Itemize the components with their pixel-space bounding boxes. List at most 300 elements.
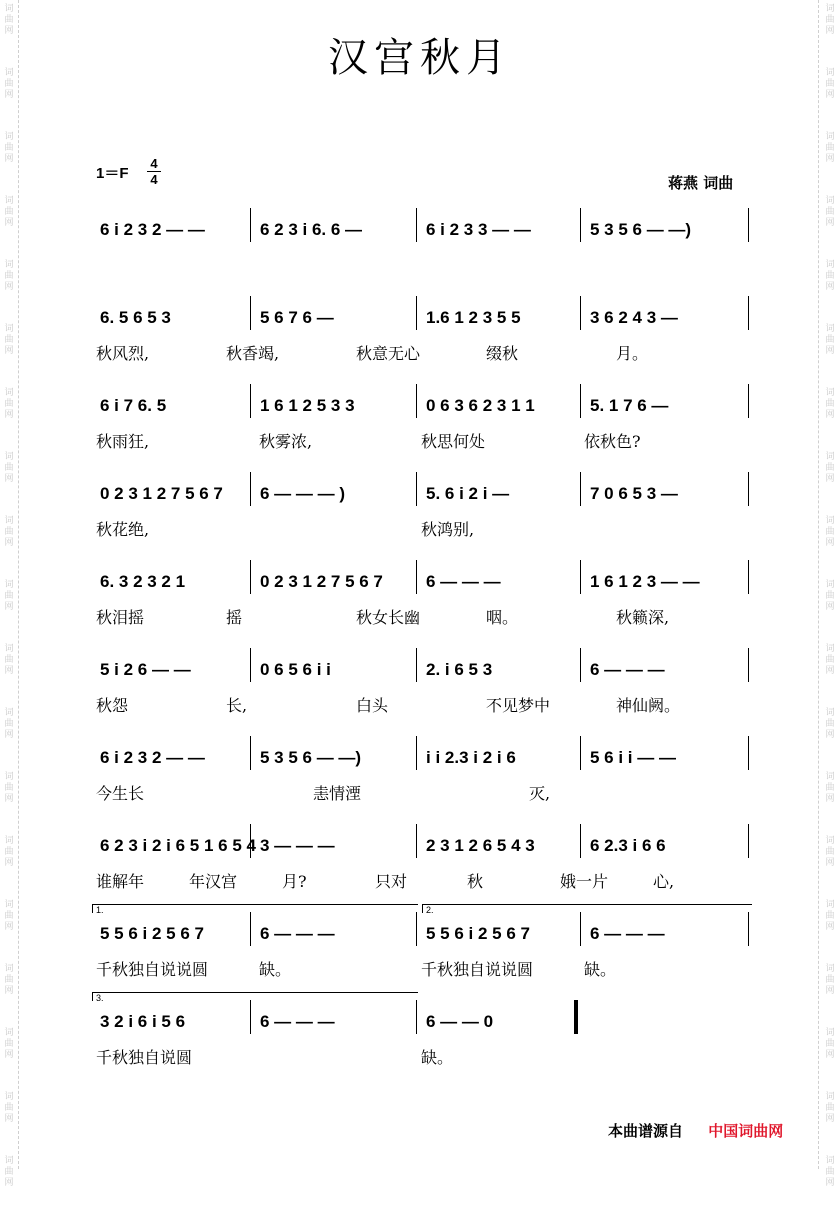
watermark-item (2, 384, 16, 448)
bar-line (250, 736, 251, 770)
watermark-item (823, 320, 837, 384)
song-title: 汉宫秋月 (328, 35, 512, 81)
lyrics-line (96, 782, 756, 806)
lyric-phrase: 恚情湮 (313, 784, 362, 803)
measure: 5. 6 i 2 i — (426, 484, 510, 503)
watermark-char: 曲 (825, 975, 835, 985)
lyrics-line (96, 1046, 756, 1070)
watermark-char: 网 (825, 602, 835, 612)
lyric-phrase: 秋香竭, (226, 344, 280, 363)
watermark-char: 曲 (825, 591, 835, 601)
watermark-item (2, 832, 16, 896)
watermark-char: 词 (825, 836, 835, 846)
watermark-item (2, 1088, 16, 1152)
watermark-char: 曲 (4, 1103, 14, 1113)
measure: 5 i 2 6 — — (100, 660, 191, 679)
lyric-phrase: 只对 (375, 872, 408, 891)
watermark-char: 曲 (4, 975, 14, 985)
watermark-char: 网 (4, 90, 14, 100)
footer-label: 本曲谱源自 (608, 1122, 684, 1140)
watermark-char: 词 (4, 324, 14, 334)
final-bar-line (574, 1000, 578, 1034)
measure: 5 3 5 6 — —) (590, 220, 692, 239)
notation-line (96, 392, 756, 420)
time-signature (147, 156, 161, 187)
measure: 0 6 3 6 2 3 1 1 (426, 396, 535, 415)
measure: 0 6 5 6 i i (260, 660, 331, 679)
lyric-phrase: 秋鸿别, (421, 520, 475, 539)
lyric-phrase: 心, (653, 872, 675, 891)
bar-line (580, 736, 581, 770)
measure: 1.6 1 2 3 5 5 (426, 308, 521, 327)
watermark-item (2, 960, 16, 1024)
measure: 6 — — — (426, 572, 501, 591)
watermark-char: 词 (4, 132, 14, 142)
lyric-phrase: 灭, (529, 784, 551, 803)
bar-line (748, 296, 749, 330)
watermark-char: 网 (825, 986, 835, 996)
bar-line (416, 824, 417, 858)
watermark-char: 词 (825, 196, 835, 206)
watermark-item (823, 576, 837, 640)
watermark-item (823, 1024, 837, 1088)
watermark-item (2, 320, 16, 384)
watermark-char: 词 (4, 900, 14, 910)
watermark-char: 网 (4, 410, 14, 420)
watermark-char: 网 (825, 346, 835, 356)
watermark-char: 词 (825, 580, 835, 590)
bar-line (748, 384, 749, 418)
notation-line (96, 304, 756, 332)
watermark-char: 曲 (4, 79, 14, 89)
watermark-char: 曲 (4, 783, 14, 793)
watermark-char: 网 (825, 538, 835, 548)
watermark-char: 曲 (825, 719, 835, 729)
watermark-char: 曲 (4, 719, 14, 729)
score-row (96, 656, 756, 726)
notation-line (96, 744, 756, 772)
watermark-char: 曲 (825, 783, 835, 793)
watermark-char: 词 (4, 1156, 14, 1166)
measure: 5 6 i i — — (590, 748, 676, 767)
lyric-phrase: 秋籁深, (616, 608, 670, 627)
lyric-phrase: 千秋独自说说圆 (421, 960, 534, 979)
measure: 5. 1 7 6 — (590, 396, 669, 415)
watermark-char: 词 (825, 1156, 835, 1166)
lyric-phrase: 秋泪摇 (96, 608, 145, 627)
measure: 3 — — — (260, 836, 335, 855)
watermark-item (2, 512, 16, 576)
watermark-item (823, 384, 837, 448)
lyric-phrase: 缺。 (584, 960, 617, 979)
lyric-phrase: 年汉宫 (189, 872, 238, 891)
lyric-phrase: 月。 (616, 344, 649, 363)
measure: 5 5 6 i 2 5 6 7 (100, 924, 204, 943)
measure: 1 6 1 2 3 — — (590, 572, 700, 591)
watermark-char: 曲 (825, 143, 835, 153)
watermark-char: 词 (4, 644, 14, 654)
measure: 5 6 7 6 — (260, 308, 334, 327)
watermark-char: 网 (4, 986, 14, 996)
lyrics-line (96, 518, 756, 542)
watermark-item (823, 640, 837, 704)
score-row (96, 480, 756, 550)
watermark-char: 网 (4, 666, 14, 676)
bar-line (580, 648, 581, 682)
bar-line (250, 384, 251, 418)
bar-line (250, 472, 251, 506)
watermark-char: 词 (825, 900, 835, 910)
bar-line (580, 560, 581, 594)
watermark-char: 网 (4, 1114, 14, 1124)
volta-bracket: 3. (92, 992, 418, 1001)
watermark-char: 曲 (825, 847, 835, 857)
lyric-phrase: 缺。 (421, 1048, 454, 1067)
watermark-item (823, 192, 837, 256)
watermark-char: 网 (4, 26, 14, 36)
measure: 0 2 3 1 2 7 5 6 7 (260, 572, 383, 591)
watermark-char: 网 (4, 218, 14, 228)
watermark-item (2, 1152, 16, 1216)
notation-line (96, 656, 756, 684)
bar-line (416, 208, 417, 242)
score-row (96, 568, 756, 638)
watermark-item (823, 832, 837, 896)
watermark-char: 词 (4, 580, 14, 590)
lyric-phrase: 秋 (467, 872, 484, 891)
watermark-item (823, 896, 837, 960)
lyrics-line (96, 694, 756, 718)
watermark-char: 曲 (4, 591, 14, 601)
bar-line (748, 648, 749, 682)
bar-line (580, 912, 581, 946)
watermark-char: 词 (825, 772, 835, 782)
watermark-char: 曲 (4, 463, 14, 473)
watermark-char: 曲 (825, 79, 835, 89)
watermark-char: 曲 (4, 399, 14, 409)
score-row (96, 993, 756, 1078)
score-row (96, 744, 756, 814)
measure: 2. i 6 5 3 (426, 660, 493, 679)
notation-line (96, 216, 756, 244)
lyric-phrase: 秋思何处 (421, 432, 486, 451)
watermark-item (2, 640, 16, 704)
watermark-char: 词 (825, 644, 835, 654)
bar-line (416, 296, 417, 330)
watermark-char: 网 (825, 90, 835, 100)
bar-line (748, 208, 749, 242)
watermark-char: 词 (4, 516, 14, 526)
bar-line (580, 824, 581, 858)
watermark-char: 曲 (4, 15, 14, 25)
lyric-phrase: 依秋色? (584, 432, 641, 451)
lyric-phrase: 谁解年 (96, 872, 145, 891)
lyric-phrase: 千秋独自说说圆 (96, 960, 209, 979)
watermark-char: 曲 (825, 271, 835, 281)
meter-bottom: 4 (147, 171, 161, 187)
watermark-char: 网 (4, 1050, 14, 1060)
watermark-char: 网 (4, 1178, 14, 1188)
measure: 6 — — 0 (426, 1012, 494, 1031)
watermark-char: 词 (825, 260, 835, 270)
measure: 1 6 1 2 5 3 3 (260, 396, 355, 415)
watermark-char: 词 (4, 836, 14, 846)
lyric-phrase: 秋雾浓, (259, 432, 313, 451)
watermark-char: 曲 (825, 527, 835, 537)
watermark-char: 曲 (4, 911, 14, 921)
footer-site-link[interactable]: 中国词曲网 (708, 1122, 784, 1140)
watermark-char: 词 (4, 68, 14, 78)
watermark-char: 词 (825, 964, 835, 974)
notation-line (96, 1008, 756, 1036)
watermark-char: 曲 (4, 143, 14, 153)
watermark-char: 词 (4, 388, 14, 398)
lyrics-line (96, 342, 756, 366)
bar-line (250, 648, 251, 682)
lyric-phrase: 千秋独自说圆 (96, 1048, 193, 1067)
measure: 6 — — — (260, 924, 335, 943)
watermark-char: 词 (825, 388, 835, 398)
measure: 6 — — — (590, 924, 665, 943)
watermark-item (2, 1024, 16, 1088)
bar-line (748, 560, 749, 594)
watermark-char: 网 (4, 538, 14, 548)
notation-line (96, 568, 756, 596)
measure: 0 2 3 1 2 7 5 6 7 (100, 484, 223, 503)
watermark-item (2, 896, 16, 960)
bar-line (250, 296, 251, 330)
watermark-char: 词 (4, 452, 14, 462)
score-row (96, 304, 756, 374)
watermark-char: 词 (4, 964, 14, 974)
watermark-char: 曲 (4, 1039, 14, 1049)
key-signature: 1＝F (96, 165, 129, 182)
notation-line (96, 832, 756, 860)
watermark-char: 曲 (4, 335, 14, 345)
watermark-item (2, 768, 16, 832)
watermark-char: 词 (825, 708, 835, 718)
lyric-phrase: 秋雨狂, (96, 432, 150, 451)
bar-line (250, 912, 251, 946)
watermark-char: 曲 (4, 271, 14, 281)
watermark-char: 曲 (825, 207, 835, 217)
watermark-item (2, 128, 16, 192)
measure: 6 — — — ) (260, 484, 346, 503)
watermark-item (2, 192, 16, 256)
watermark-char: 网 (825, 1178, 835, 1188)
watermark-char: 曲 (825, 15, 835, 25)
bar-line (580, 472, 581, 506)
measure: 6 — — — (590, 660, 665, 679)
bar-line (250, 560, 251, 594)
watermark-char: 网 (4, 602, 14, 612)
lyric-phrase: 月? (282, 872, 307, 891)
watermark-char: 网 (4, 282, 14, 292)
lyrics-line (96, 958, 756, 982)
watermark-char: 网 (4, 858, 14, 868)
lyric-phrase: 长, (226, 696, 248, 715)
watermark-char: 网 (825, 282, 835, 292)
score-row (96, 832, 756, 902)
watermark-char: 词 (4, 772, 14, 782)
watermark-char: 网 (825, 474, 835, 484)
lyrics-line (96, 870, 756, 894)
watermark-char: 网 (825, 922, 835, 932)
watermark-char: 曲 (825, 1103, 835, 1113)
watermark-char: 词 (4, 4, 14, 14)
lyrics-line (96, 254, 756, 278)
lyric-phrase: 秋花绝, (96, 520, 150, 539)
watermark-item (2, 448, 16, 512)
watermark-char: 词 (825, 452, 835, 462)
measure: 6 i 2 3 3 — — (426, 220, 531, 239)
score-row (96, 905, 756, 990)
bar-line (416, 912, 417, 946)
measure: 3 6 2 4 3 — (590, 308, 678, 327)
watermark-item (823, 512, 837, 576)
lyric-phrase: 白头 (356, 696, 389, 715)
lyric-phrase: 今生长 (96, 784, 145, 803)
bar-line (250, 208, 251, 242)
watermark-char: 曲 (825, 1167, 835, 1177)
watermark-char: 网 (825, 410, 835, 420)
score-row (96, 392, 756, 462)
watermark-char: 词 (825, 1028, 835, 1038)
watermark-char: 网 (825, 858, 835, 868)
bar-line (416, 1000, 417, 1034)
watermark-char: 曲 (4, 1167, 14, 1177)
lyric-phrase: 咽。 (486, 608, 519, 627)
watermark-char: 曲 (825, 655, 835, 665)
watermark-item (823, 256, 837, 320)
watermark-char: 词 (4, 196, 14, 206)
measure: 2 3 1 2 6 5 4 3 (426, 836, 535, 855)
score-row (96, 216, 756, 286)
watermark-char: 曲 (825, 399, 835, 409)
watermark-item (823, 128, 837, 192)
watermark-column-left (2, 0, 16, 1216)
bar-line (416, 648, 417, 682)
measure: 3 2 i 6 i 5 6 (100, 1012, 186, 1031)
watermark-char: 曲 (825, 463, 835, 473)
lyric-phrase: 秋风烈, (96, 344, 150, 363)
watermark-char: 网 (825, 1050, 835, 1060)
bar-line (748, 736, 749, 770)
watermark-char: 网 (4, 346, 14, 356)
bar-line (250, 824, 251, 858)
measure: 5 3 5 6 — —) (260, 748, 362, 767)
lyric-phrase: 摇 (226, 608, 243, 627)
lyric-phrase: 秋意无心 (356, 344, 421, 363)
watermark-char: 网 (825, 154, 835, 164)
watermark-char: 网 (4, 794, 14, 804)
lyric-phrase: 秋女长幽 (356, 608, 421, 627)
measure: 6. 5 6 5 3 (100, 308, 171, 327)
watermark-char: 词 (4, 1092, 14, 1102)
watermark-char: 词 (825, 324, 835, 334)
watermark-item (823, 448, 837, 512)
watermark-item (823, 768, 837, 832)
measure: 6. 3 2 3 2 1 (100, 572, 186, 591)
lyric-phrase: 秋怨 (96, 696, 129, 715)
bar-line (748, 912, 749, 946)
measure: i i 2.3 i 2 i 6 (426, 748, 516, 767)
watermark-char: 网 (4, 922, 14, 932)
measure: 6 2 3 i 6. 6 — (260, 220, 363, 239)
lyrics-line (96, 606, 756, 630)
left-dashed-border (18, 0, 29, 1169)
watermark-char: 网 (825, 218, 835, 228)
watermark-char: 词 (4, 1028, 14, 1038)
watermark-item (2, 576, 16, 640)
watermark-item (823, 1088, 837, 1152)
watermark-char: 词 (4, 260, 14, 270)
watermark-item (2, 704, 16, 768)
lyrics-line (96, 430, 756, 454)
lyric-phrase: 神仙阙。 (616, 696, 681, 715)
watermark-char: 曲 (4, 207, 14, 217)
watermark-item (823, 704, 837, 768)
watermark-char: 网 (4, 730, 14, 740)
watermark-item (2, 256, 16, 320)
watermark-char: 网 (825, 666, 835, 676)
lyric-phrase: 缀秋 (486, 344, 519, 363)
bar-line (580, 208, 581, 242)
bar-line (748, 472, 749, 506)
watermark-char: 网 (825, 730, 835, 740)
watermark-item (823, 960, 837, 1024)
volta-bracket: 2. (422, 904, 752, 913)
bar-line (416, 384, 417, 418)
watermark-char: 网 (825, 1114, 835, 1124)
watermark-char: 网 (825, 26, 835, 36)
watermark-char: 曲 (825, 335, 835, 345)
measure: 6 2 3 i 2 i 6 5 1 6 5 4 (100, 836, 256, 855)
watermark-char: 网 (4, 474, 14, 484)
measure: 7 0 6 5 3 — (590, 484, 678, 503)
watermark-char: 曲 (825, 911, 835, 921)
watermark-char: 网 (4, 154, 14, 164)
watermark-char: 曲 (4, 655, 14, 665)
composer-credit: 蒋燕 词曲 (668, 174, 734, 192)
watermark-char: 词 (825, 516, 835, 526)
measure: 6 i 2 3 2 — — (100, 748, 205, 767)
footer-source (608, 1120, 783, 1141)
notation-line (96, 480, 756, 508)
watermark-char: 曲 (4, 527, 14, 537)
watermark-char: 网 (825, 794, 835, 804)
measure: 6 2.3 i 6 6 (590, 836, 666, 855)
bar-line (580, 296, 581, 330)
measure: 5 5 6 i 2 5 6 7 (426, 924, 530, 943)
watermark-char: 词 (825, 4, 835, 14)
bar-line (580, 384, 581, 418)
lyric-phrase: 娥一片 (560, 872, 609, 891)
bar-line (416, 472, 417, 506)
watermark-char: 曲 (825, 1039, 835, 1049)
watermark-char: 曲 (4, 847, 14, 857)
measure: 6 — — — (260, 1012, 335, 1031)
lyric-phrase: 缺。 (259, 960, 292, 979)
watermark-item (823, 1152, 837, 1216)
watermark-column-right (823, 0, 837, 1216)
lyric-phrase: 不见梦中 (486, 696, 551, 715)
watermark-char: 词 (4, 708, 14, 718)
bar-line (416, 560, 417, 594)
bar-line (748, 824, 749, 858)
bar-line (250, 1000, 251, 1034)
notation-line (96, 920, 756, 948)
